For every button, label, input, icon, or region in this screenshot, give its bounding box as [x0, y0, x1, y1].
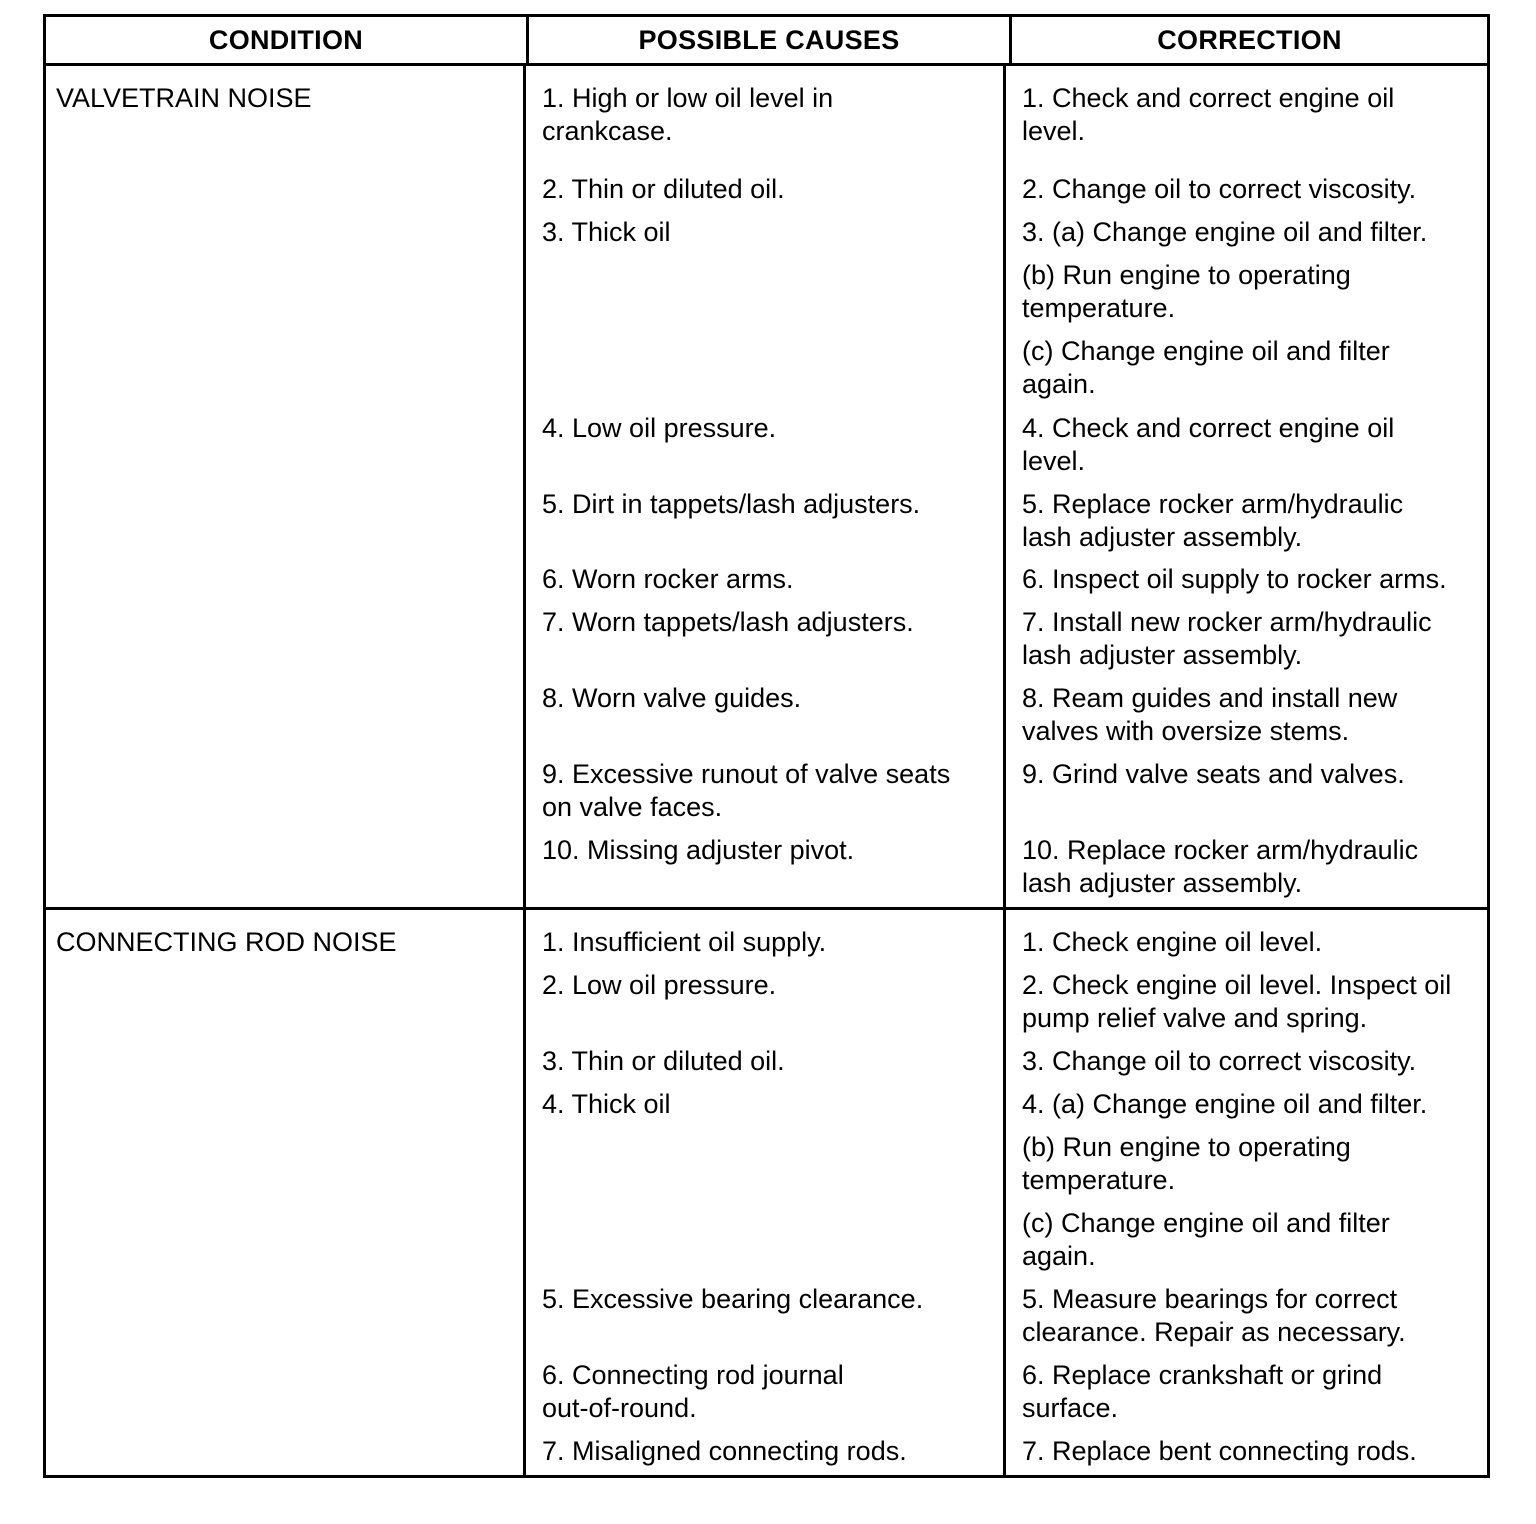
item-line: 5. Measure bearings for correct [1022, 1284, 1398, 1314]
item-line: (b) Run engine to operating [1022, 1132, 1351, 1162]
item-line: lash adjuster assembly. [1022, 640, 1303, 670]
item-line: 4. Check and correct engine oil [1022, 413, 1395, 443]
item-line: 10. Missing adjuster pivot. [542, 835, 855, 865]
header-condition: CONDITION [46, 17, 529, 63]
correction-cell [1006, 66, 1487, 907]
troubleshooting-table [43, 14, 1490, 1478]
correction-item [1022, 1359, 1382, 1425]
item-line: level. [1022, 116, 1086, 146]
cause-item [542, 82, 833, 148]
item-line: 7. Misaligned connecting rods. [542, 1436, 907, 1466]
item-line: 3. Thick oil [542, 217, 671, 247]
item-line: 8. Worn valve guides. [542, 683, 802, 713]
correction-item [1022, 1045, 1416, 1078]
cause-item [542, 1088, 671, 1121]
correction-item [1022, 758, 1405, 791]
item-line: temperature. [1022, 1165, 1176, 1195]
item-line: 6. Replace crankshaft or grind [1022, 1360, 1383, 1390]
condition-cell: CONNECTING ROD NOISE [46, 910, 526, 1475]
item-line: 3. (a) Change engine oil and filter. [1022, 217, 1428, 247]
causes-cell [526, 910, 1006, 1475]
item-line: lash adjuster assembly. [1022, 522, 1303, 552]
item-line: (b) Run engine to operating [1022, 260, 1351, 290]
item-line: 3. Thin or diluted oil. [542, 1046, 785, 1076]
item-line: 9. Excessive runout of valve seats [542, 759, 951, 789]
cause-item [542, 1435, 907, 1468]
correction-item [1022, 969, 1451, 1035]
cause-item [542, 682, 801, 715]
item-line: 2. Low oil pressure. [542, 970, 777, 1000]
item-line: again. [1022, 369, 1096, 399]
item-line: 4. Low oil pressure. [542, 413, 777, 443]
correction-item [1022, 682, 1397, 748]
item-line: 7. Install new rocker arm/hydraulic [1022, 607, 1432, 637]
item-line: 5. Excessive bearing clearance. [542, 1284, 924, 1314]
item-line: 6. Worn rocker arms. [542, 564, 794, 594]
item-line: 9. Grind valve seats and valves. [1022, 759, 1405, 789]
correction-item [1022, 412, 1394, 478]
item-line: crankcase. [542, 116, 673, 146]
correction-item [1022, 173, 1416, 206]
causes-cell [526, 66, 1006, 907]
item-line: 1. Check and correct engine oil [1022, 83, 1395, 113]
correction-item [1022, 335, 1390, 401]
item-line: 4. (a) Change engine oil and filter. [1022, 1089, 1428, 1119]
table-header [46, 17, 1487, 66]
item-line: (c) Change engine oil and filter [1022, 1208, 1390, 1238]
correction-item [1022, 1131, 1351, 1197]
item-line: on valve faces. [542, 792, 723, 822]
correction-item [1022, 1283, 1406, 1349]
item-line: 1. Check engine oil level. [1022, 927, 1323, 957]
item-line: 4. Thick oil [542, 1089, 671, 1119]
item-line: pump relief valve and spring. [1022, 1003, 1368, 1033]
cause-item [542, 412, 776, 445]
cause-item [542, 1045, 785, 1078]
item-line: 7. Worn tappets/lash adjusters. [542, 607, 914, 637]
cause-item [542, 563, 794, 596]
cause-item [542, 606, 914, 639]
correction-item [1022, 606, 1432, 672]
correction-item [1022, 216, 1427, 249]
correction-cell [1006, 910, 1487, 1475]
item-line: 5. Dirt in tappets/lash adjusters. [542, 489, 921, 519]
item-line: clearance. Repair as necessary. [1022, 1317, 1406, 1347]
cause-item [542, 758, 950, 824]
correction-item [1022, 834, 1418, 900]
table-group-valvetrain [46, 66, 1487, 910]
item-line: 1. High or low oil level in [542, 83, 834, 113]
cause-item [542, 969, 776, 1002]
item-line: 1. Insufficient oil supply. [542, 927, 827, 957]
item-line: 8. Ream guides and install new [1022, 683, 1398, 713]
correction-item [1022, 82, 1394, 148]
cause-item [542, 1359, 844, 1425]
correction-item [1022, 1088, 1427, 1121]
cause-item [542, 216, 671, 249]
table-group-connecting-rod [46, 910, 1487, 1475]
cause-item [542, 1283, 923, 1316]
item-line: valves with oversize stems. [1022, 716, 1350, 746]
item-line: 2. Check engine oil level. Inspect oil [1022, 970, 1452, 1000]
item-line: lash adjuster assembly. [1022, 868, 1303, 898]
correction-item [1022, 563, 1447, 596]
correction-item [1022, 488, 1403, 554]
item-line: (c) Change engine oil and filter [1022, 336, 1390, 366]
cause-item [542, 834, 854, 867]
correction-item [1022, 926, 1322, 959]
condition-cell: VALVETRAIN NOISE [46, 66, 526, 907]
item-line: level. [1022, 446, 1086, 476]
cause-item [542, 173, 785, 206]
item-line: 10. Replace rocker arm/hydraulic [1022, 835, 1419, 865]
item-line: temperature. [1022, 293, 1176, 323]
item-line: 3. Change oil to correct viscosity. [1022, 1046, 1417, 1076]
correction-item [1022, 1207, 1390, 1273]
item-line: 2. Change oil to correct viscosity. [1022, 174, 1417, 204]
header-correction: CORRECTION [1157, 24, 1342, 55]
correction-item [1022, 259, 1351, 325]
cause-item [542, 488, 920, 521]
item-line: out-of-round. [542, 1393, 697, 1423]
item-line: 2. Thin or diluted oil. [542, 174, 785, 204]
item-line: 6. Connecting rod journal [542, 1360, 844, 1390]
item-line: 5. Replace rocker arm/hydraulic [1022, 489, 1404, 519]
item-line: 7. Replace bent connecting rods. [1022, 1436, 1417, 1466]
correction-item [1022, 1435, 1417, 1468]
item-line: again. [1022, 1241, 1096, 1271]
header-possible-causes: POSSIBLE CAUSES [529, 17, 1012, 63]
item-line: surface. [1022, 1393, 1119, 1423]
item-line: 6. Inspect oil supply to rocker arms. [1022, 564, 1447, 594]
cause-item [542, 926, 826, 959]
